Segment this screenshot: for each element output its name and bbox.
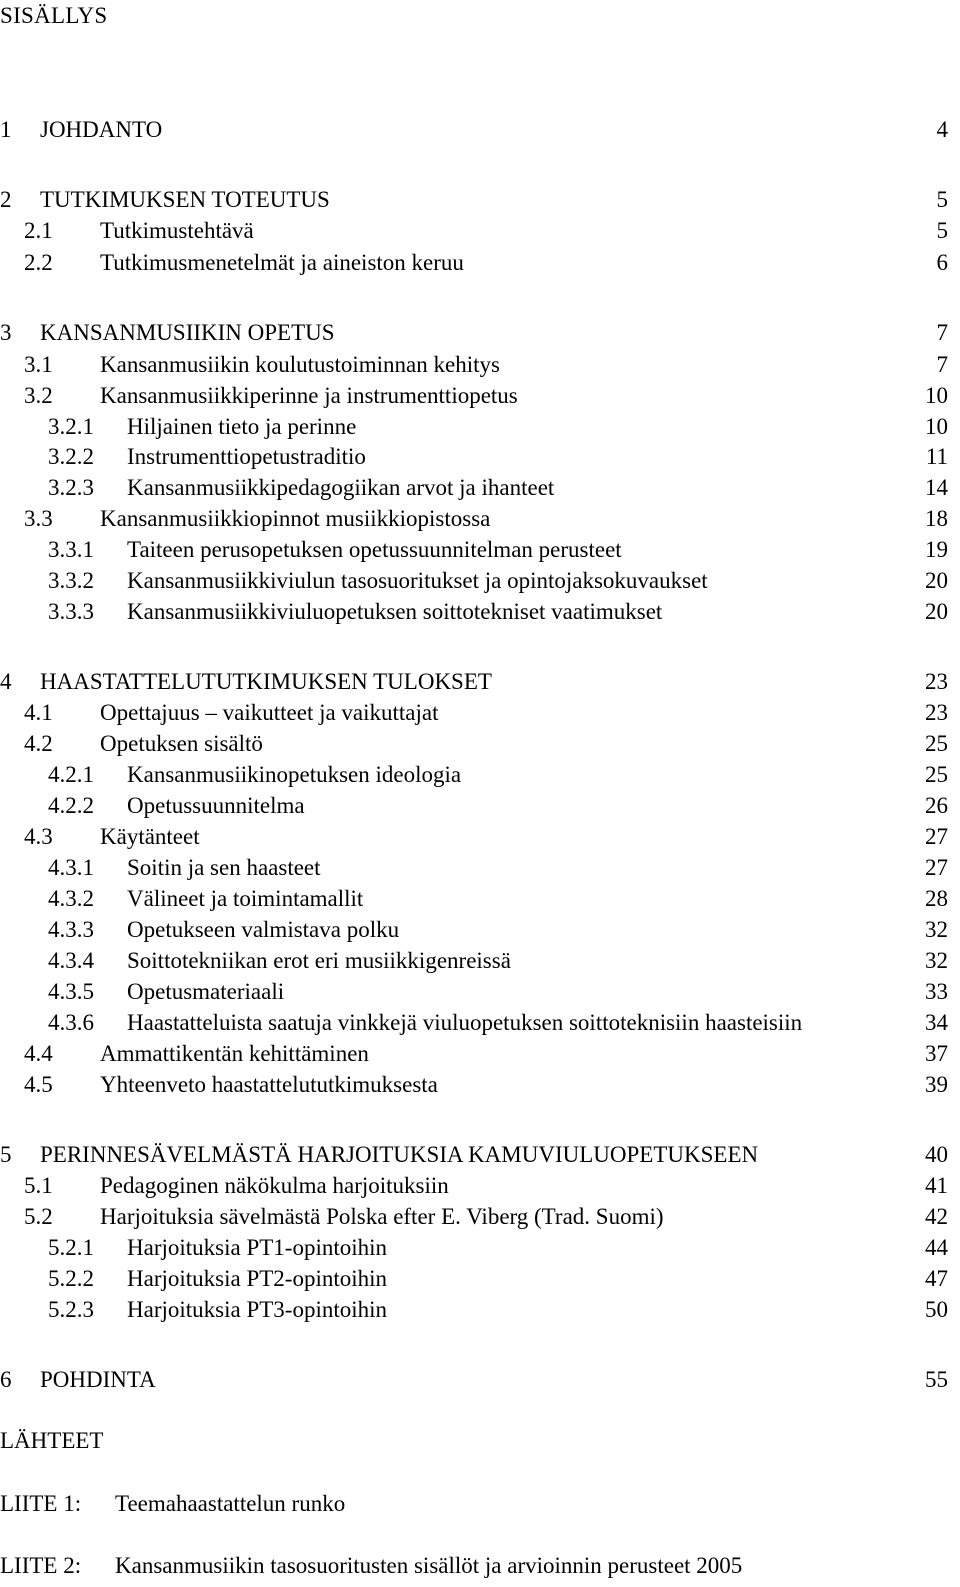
toc-entry-page: 5: [936, 187, 948, 212]
toc-entry-title: PERINNESÄVELMÄSTÄ HARJOITUKSIA KAMUVIULUOPETUKSEEN: [40, 1142, 759, 1167]
toc-entry-number: 4.1: [24, 700, 53, 725]
toc-entry: [0, 1365, 960, 1395]
toc-entry: [0, 1070, 960, 1100]
toc-entry-page: 19: [925, 537, 948, 562]
toc-entry: [0, 535, 960, 565]
toc-entry-number: 4.3.4: [48, 948, 94, 973]
toc-entry: [0, 504, 960, 534]
toc-entry-page: 33: [925, 979, 948, 1004]
toc-entry-number: 4.3.6: [48, 1010, 94, 1035]
toc-entry-page: 27: [925, 855, 948, 880]
toc-entry: [0, 729, 960, 759]
toc-entry-number: 3.2.2: [48, 444, 94, 469]
toc-entry-page: 39: [925, 1072, 948, 1097]
toc-entry-number: 4.2.2: [48, 793, 94, 818]
toc-entry-number: 5.1: [24, 1173, 53, 1198]
toc-entry-title: TUTKIMUKSEN TOTEUTUS: [40, 187, 330, 212]
toc-entry-page: 34: [925, 1010, 948, 1035]
toc-entry-title: HAASTATTELUTUTKIMUKSEN TULOKSET: [40, 669, 492, 694]
toc-entry-number: 4.3.5: [48, 979, 94, 1004]
toc-entry-number: 2.2: [24, 250, 53, 275]
toc-entry-page: 11: [925, 444, 948, 469]
toc-entry-number: 3.3: [24, 506, 53, 531]
toc-entry-number: 5.2.2: [48, 1266, 94, 1291]
toc-entry-number: 4.2: [24, 731, 53, 756]
toc-entry-title: Tutkimusmenetelmät ja aineiston keruu: [100, 250, 464, 275]
toc-entry: [0, 318, 960, 348]
toc-entry-page: 28: [925, 886, 948, 911]
toc-entry-title: Kansanmusiikin koulutustoiminnan kehitys: [100, 352, 500, 377]
toc-entry-number: 2: [0, 187, 12, 212]
toc-entry: [0, 381, 960, 411]
toc-entry-title: Hiljainen tieto ja perinne: [127, 414, 357, 439]
toc-entry: [0, 1426, 960, 1456]
toc-entry-title: Kansanmusiikkipedagogiikan arvot ja ihanteet: [127, 475, 555, 500]
toc-entry-title: Käytänteet: [100, 824, 200, 849]
toc-entry-page: 5: [936, 218, 948, 243]
toc-entry-page: 41: [925, 1173, 948, 1198]
toc-entry-number: 4.3: [24, 824, 53, 849]
toc-entry-page: 32: [925, 917, 948, 942]
toc-entry-title: JOHDANTO: [40, 117, 163, 142]
appendix-entry: [0, 1551, 960, 1581]
toc-entry-title: Instrumenttiopetustraditio: [127, 444, 366, 469]
toc-entry-page: 20: [925, 599, 948, 624]
toc-entry-number: 3: [0, 320, 12, 345]
toc-entry-title: Välineet ja toimintamallit: [127, 886, 364, 911]
toc-entry: [0, 977, 960, 1007]
toc-entry-page: 6: [936, 250, 948, 275]
toc-entry: [0, 597, 960, 627]
toc-entry: [0, 1295, 960, 1325]
toc-entry: [0, 115, 960, 145]
toc-entry: [0, 667, 960, 697]
toc-entry-title: Kansanmusiikkiperinne ja instrumenttiopetus: [100, 383, 518, 408]
toc-entry-page: 37: [925, 1041, 948, 1066]
toc-entry-title: Yhteenveto haastattelututkimuksesta: [100, 1072, 438, 1097]
toc-entry-title: Opetussuunnitelma: [127, 793, 305, 818]
toc-entry-number: 3.3.1: [48, 537, 94, 562]
toc-entry-title: Pedagoginen näkökulma harjoituksiin: [100, 1173, 449, 1198]
toc-entry-number: 5.2: [24, 1204, 53, 1229]
toc-entry: [0, 1008, 960, 1038]
toc-entry-title: Harjoituksia PT3-opintoihin: [127, 1297, 388, 1322]
toc-entry-number: 4.5: [24, 1072, 53, 1097]
toc-entry: [0, 442, 960, 472]
toc-entry: [0, 185, 960, 215]
toc-entry: [0, 1202, 960, 1232]
toc-entry-page: 23: [925, 669, 948, 694]
toc-entry-number: 3.3.2: [48, 568, 94, 593]
appendix-entry: [0, 1489, 960, 1519]
toc-entry: [0, 946, 960, 976]
toc-entry-title: Harjoituksia sävelmästä Polska efter E. Viberg (Trad. Suomi): [100, 1204, 664, 1229]
toc-entry-number: 3.2.3: [48, 475, 94, 500]
toc-entry: [0, 248, 960, 278]
toc-entry-page: 7: [936, 320, 948, 345]
toc-entry: [0, 698, 960, 728]
toc-entry: [0, 566, 960, 596]
toc-entry-title: Opettajuus – vaikutteet ja vaikuttajat: [100, 700, 439, 725]
toc-entry-title: Harjoituksia PT2-opintoihin: [127, 1266, 388, 1291]
toc-entry-page: 18: [925, 506, 948, 531]
toc-entry: [0, 822, 960, 852]
toc-entry-number: 4: [0, 669, 12, 694]
toc-entry-page: 23: [925, 700, 948, 725]
toc-entry-title: Ammattikentän kehittäminen: [100, 1041, 369, 1066]
toc-entry: [0, 760, 960, 790]
toc-entry: [0, 1039, 960, 1069]
toc-entry-title: Kansanmusiikkiopinnot musiikkiopistossa: [100, 506, 491, 531]
appendix-title: Kansanmusiikin tasosuoritusten sisällöt ja arvioinnin perusteet 2005: [115, 1553, 743, 1578]
toc-entry-page: 10: [925, 383, 948, 408]
toc-entry-page: 32: [925, 948, 948, 973]
toc-entry-page: 42: [925, 1204, 948, 1229]
toc-entry-number: 4.3.2: [48, 886, 94, 911]
toc-entry-page: 44: [925, 1235, 948, 1260]
toc-heading: SISÄLLYS: [0, 3, 108, 28]
toc-entry: [0, 473, 960, 503]
toc-entry-title: Soitin ja sen haasteet: [127, 855, 321, 880]
appendix-label: LIITE 1:: [0, 1491, 82, 1516]
toc-entry-title: Soittotekniikan erot eri musiikkigenreissä: [127, 948, 511, 973]
toc-entry-title: Kansanmusiikinopetuksen ideologia: [127, 762, 462, 787]
toc-entry: [0, 412, 960, 442]
toc-entry: [0, 1264, 960, 1294]
appendix-title: Teemahaastattelun runko: [115, 1491, 346, 1516]
toc-entry-title: LÄHTEET: [0, 1428, 104, 1453]
toc-entry-page: 25: [925, 762, 948, 787]
toc-entry-number: 3.2.1: [48, 414, 94, 439]
toc-entry-page: 40: [925, 1142, 948, 1167]
toc-entry-page: 26: [925, 793, 948, 818]
toc-entry-number: 4.3.3: [48, 917, 94, 942]
toc-entry-page: 25: [925, 731, 948, 756]
toc-entry-page: 4: [936, 117, 948, 142]
toc-entry-title: Haastatteluista saatuja vinkkejä viuluopetuksen soittoteknisiin haasteisiin: [127, 1010, 803, 1035]
toc-entry-number: 3.1: [24, 352, 53, 377]
toc-entry: [0, 1233, 960, 1263]
toc-entry-title: Kansanmusiikkiviulun tasosuoritukset ja opintojaksokuvaukset: [127, 568, 708, 593]
toc-entry-title: Opetukseen valmistava polku: [127, 917, 400, 942]
toc-entry-title: Harjoituksia PT1-opintoihin: [127, 1235, 388, 1260]
toc-entry-title: KANSANMUSIIKIN OPETUS: [40, 320, 335, 345]
toc-entry: [0, 216, 960, 246]
toc-entry-number: 4.2.1: [48, 762, 94, 787]
toc-entry: [0, 350, 960, 380]
toc-entry-number: 5: [0, 1142, 12, 1167]
toc-entry-title: Opetuksen sisältö: [100, 731, 263, 756]
toc-entry: [0, 853, 960, 883]
toc-entry: [0, 1171, 960, 1201]
toc-entry-number: 3.3.3: [48, 599, 94, 624]
appendix-label: LIITE 2:: [0, 1553, 82, 1578]
toc-entry-page: 47: [925, 1266, 948, 1291]
toc-entry-page: 10: [925, 414, 948, 439]
toc-entry: [0, 1140, 960, 1170]
toc-entry-page: 27: [925, 824, 948, 849]
toc-entry-title: Kansanmusiikkiviuluopetuksen soittotekniset vaatimukset: [127, 599, 663, 624]
toc-entry-page: 7: [936, 352, 948, 377]
toc-entry-title: POHDINTA: [40, 1367, 156, 1392]
toc-entry: [0, 791, 960, 821]
toc-entry-number: 3.2: [24, 383, 53, 408]
toc-entry-page: 50: [925, 1297, 948, 1322]
toc-entry-number: 5.2.3: [48, 1297, 94, 1322]
toc-entry-number: 2.1: [24, 218, 53, 243]
toc-entry-page: 14: [925, 475, 948, 500]
toc-entry-title: Taiteen perusopetuksen opetussuunnitelman perusteet: [127, 537, 622, 562]
toc-entry-title: Tutkimustehtävä: [100, 218, 254, 243]
toc-entry-page: 55: [925, 1367, 948, 1392]
toc-entry-number: 4.4: [24, 1041, 53, 1066]
toc-entry-number: 6: [0, 1367, 12, 1392]
toc-entry-number: 5.2.1: [48, 1235, 94, 1260]
toc-entry: [0, 884, 960, 914]
toc-entry-page: 20: [925, 568, 948, 593]
toc-entry: [0, 915, 960, 945]
toc-entry-number: 1: [0, 117, 12, 142]
toc-entry-title: Opetusmateriaali: [127, 979, 285, 1004]
toc-entry-number: 4.3.1: [48, 855, 94, 880]
